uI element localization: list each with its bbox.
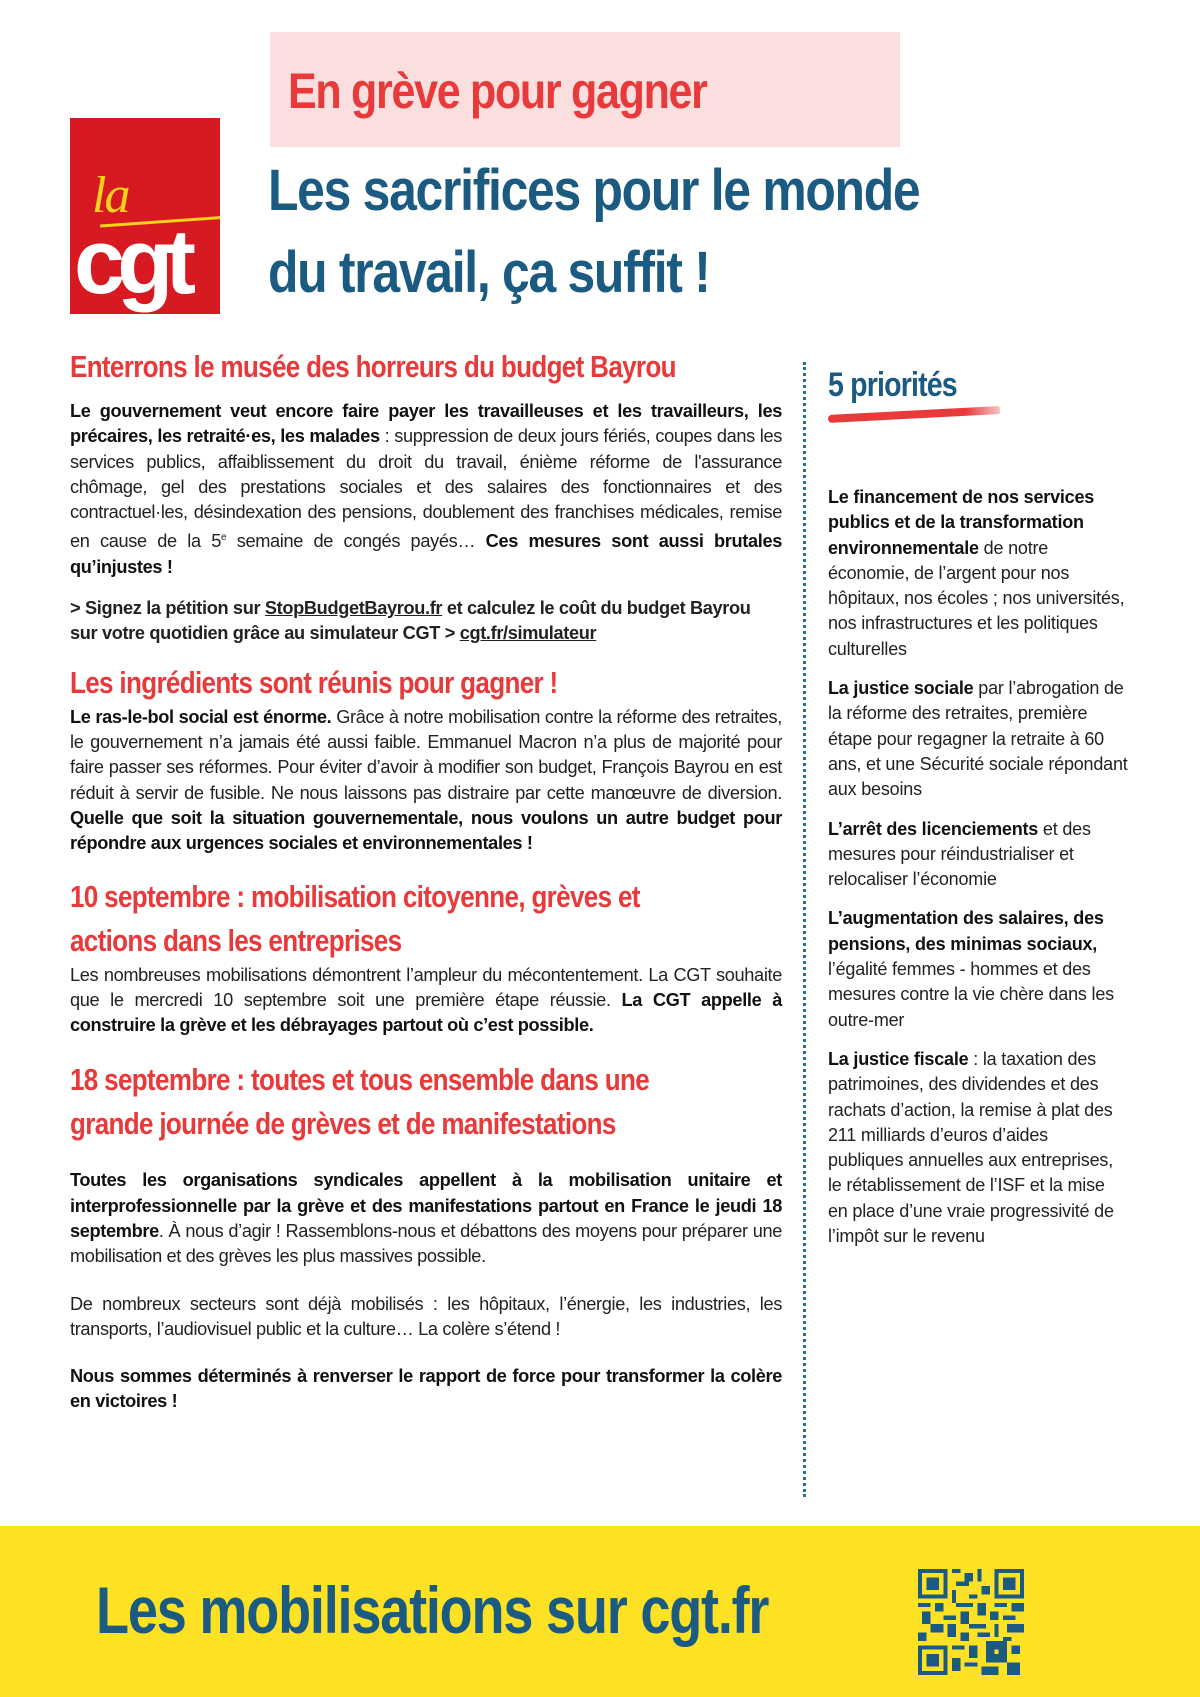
text: Grâce à notre mobilisation contre la réforme des retraites, le gouvernement n’a jamais été aussi faible. Emmanuel Macron n’a plus de majorité pour faire passer ses réformes. Pour éviter d’avoir à modifier son budget, François Bayrou en est réduit à servir de fusible. Ne nous laissons pas distraire par cette manœuvre de diversion. (70, 706, 782, 803)
priority-item (828, 485, 1128, 662)
kicker-text: En grève pour gagner (288, 63, 707, 119)
simulator-link[interactable]: cgt.fr/simulateur (459, 623, 597, 644)
kicker-banner (270, 32, 900, 147)
bold-text: La justice fiscale (828, 1048, 969, 1069)
bold-text: La justice sociale (828, 678, 974, 699)
closing-statement: Nous sommes déterminés à renverser le rapport de force pour transformer la colère en victoires ! (70, 1366, 782, 1412)
section-title-18-sept (70, 1058, 782, 1146)
section-title-ingredients: Les ingrédients sont réunis pour gagner ! (70, 664, 558, 700)
text: semaine de congés payés… (226, 531, 486, 552)
logo-script: la (92, 167, 129, 224)
column-divider (803, 362, 806, 1497)
bold-text: Le gouvernement veut encore faire payer les travailleuses et les travailleurs, les précaires, les retraité·es, les malades (70, 401, 782, 447)
qr-code-icon[interactable] (918, 1569, 1024, 1675)
bold-text: Quelle que soit la situation gouvernementale, nous voulons un autre budget pour répondre aux urgences sociales et environnementales ! (70, 807, 782, 854)
text: et des mesures pour réindustrialiser et relocaliser l’économie (828, 818, 1091, 890)
brush-underline (828, 406, 1000, 423)
section-ingredients-paragraph (70, 705, 782, 857)
bold-text: Le ras-le-bol social est énorme. (70, 706, 332, 727)
section-18-sept-paragraph-1 (70, 1168, 782, 1269)
priorities-title: 5 priorités (828, 366, 957, 404)
priority-item (828, 1047, 1128, 1249)
title-line: grande journée de grèves et de manifestations (70, 1106, 616, 1142)
page-title (268, 150, 1088, 314)
section-budget-paragraph (70, 399, 782, 580)
text: > Signez la pétition sur (70, 598, 265, 619)
bold-text: L’augmentation des salaires, des pensions, des minimas sociaux, (828, 908, 1104, 954)
footer-link-text[interactable]: Les mobilisations sur cgt.fr (96, 1573, 769, 1647)
main-column (70, 345, 782, 1415)
title-line: 18 septembre : toutes et tous ensemble dans une (70, 1062, 650, 1098)
section-title-10-sept (70, 875, 782, 963)
footer-banner (0, 1526, 1200, 1697)
section-10-sept-paragraph (70, 963, 782, 1039)
text: et calculez le coût du budget Bayrou sur votre quotidien grâce au simulateur CGT > (70, 598, 751, 644)
priorities-column (828, 362, 1128, 1263)
text: de notre économie, de l’argent pour nos hôpitaux, nos écoles ; nos universités, nos infrastructures et les politiques culturelles (828, 537, 1125, 659)
text: : suppression de deux jours fériés, coupes dans les services publics, affaiblissement du droit du travail, énième réforme de l'assurance chômage, gel des prestations sociales et des salaires des fonctionnaires et des contractuel·les, désindexation des pensions, doublement des franchises médicales, remise en cause de la 5 (70, 426, 782, 552)
superscript: e (221, 532, 227, 544)
bold-text: Toutes les organisations syndicales appellent à la mobilisation unitaire et interprofessionnelle par la grève et des manifestations partout en France le jeudi 18 septembre (70, 1170, 782, 1241)
title-line: actions dans les entreprises (70, 922, 402, 958)
text: . À nous d’agir ! Rassemblons-nous et débattons des moyens pour préparer une mobilisation et des grèves les plus massives possible. (70, 1221, 782, 1267)
bold-text: Ces mesures sont aussi brutales qu’injustes ! (70, 531, 782, 577)
priority-item (828, 906, 1128, 1032)
bold-text: L’arrêt des licenciements (828, 818, 1039, 839)
section-title-budget: Enterrons le musée des horreurs du budget Bayrou (70, 349, 676, 384)
bold-text: Le financement de nos services publics et de la transformation environnementale (828, 487, 1095, 558)
cgt-logo (70, 118, 220, 314)
text: Les nombreuses mobilisations démontrent l’ampleur du mécontentement. La CGT souhaite que le mercredi 10 septembre soit une première étape réussie. (70, 964, 782, 1010)
title-line-2: du travail, ça suffit ! (268, 240, 710, 305)
section-18-sept-paragraph-2: De nombreux secteurs sont déjà mobilisés : les hôpitaux, l’énergie, les industries, les transports, l’audiovisuel public et la culture… La colère s’étend ! (70, 1293, 782, 1339)
text: : la taxation des patrimoines, des dividendes et des rachats d’action, la remise à plat des 211 milliards d’euros d’aides publiques annuelles aux entreprises, le rétablissement de l’ISF et la mise en place d’une vraie progressivité de l’impôt sur le revenu (828, 1048, 1114, 1247)
logo-wordmark: cgt (74, 211, 188, 313)
priority-item (828, 676, 1128, 802)
bold-text: La CGT appelle à construire la grève et les débrayages partout où c’est possible. (70, 989, 782, 1036)
petition-paragraph (70, 596, 782, 647)
priority-item (828, 817, 1128, 893)
petition-link[interactable]: StopBudgetBayrou.fr (264, 598, 443, 619)
title-line-1: Les sacrifices pour le monde (268, 158, 920, 223)
text: l’égalité femmes - hommes et des mesures contre la vie chère dans les outre-mer (828, 959, 1114, 1030)
text: par l’abrogation de la réforme des retraites, première étape pour regagner la retraite à 60 ans, et une Sécurité sociale répondant aux besoins (828, 678, 1128, 800)
title-line: 10 septembre : mobilisation citoyenne, grèves et (70, 878, 640, 914)
